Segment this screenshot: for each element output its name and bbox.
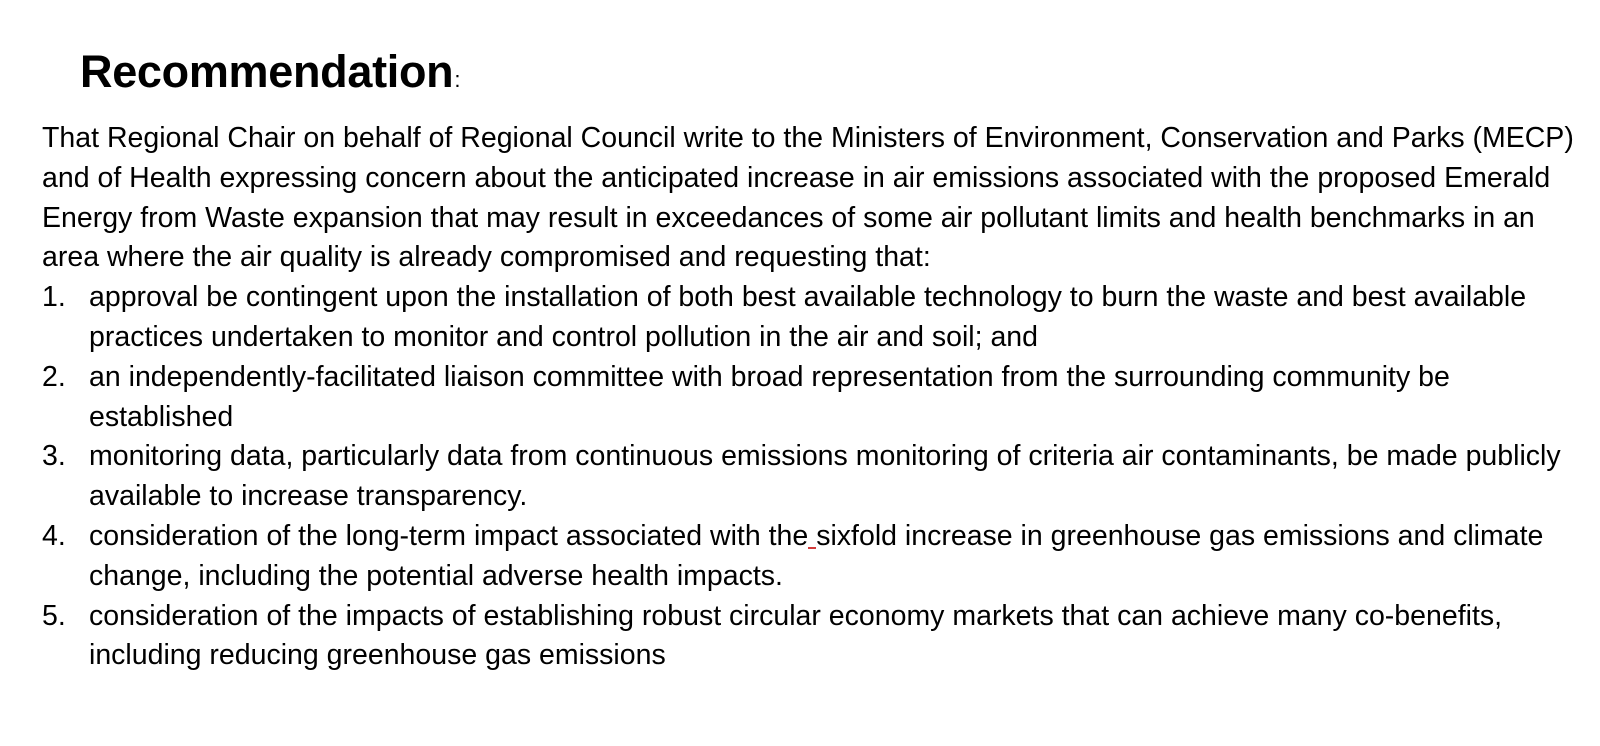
- intro-paragraph: That Regional Chair on behalf of Regional Council write to the Ministers of Environment, Conservation and Parks (MECP) and of Health expressing concern about the anticipated increase in air emissions associated with the proposed Emerald Energy from Waste expansion that may result in exceedances of some air pollutant limits and health benchmarks in an area where the air quality is already compromised and requesting that:: [42, 122, 1574, 274]
- list-item: [42, 597, 1582, 677]
- list-item-text: an independently-facilitated liaison committee with broad representation from the surrounding community be established: [89, 360, 1450, 433]
- list-item-number: 3.: [42, 440, 66, 473]
- recommendation-list: [42, 278, 1582, 676]
- heading-colon: :: [454, 67, 461, 92]
- list-item-text-part: sixfold increase in greenhouse gas emissions and climate change, including the potential adverse health impacts.: [89, 519, 1544, 592]
- list-item-number: 2.: [42, 360, 66, 393]
- list-item-number: 5.: [42, 599, 66, 632]
- list-item-number: 4.: [42, 519, 66, 552]
- list-item-text-part: consideration of the long-term impact associated with the: [89, 519, 809, 552]
- list-item-text: monitoring data, particularly data from continuous emissions monitoring of criteria air contaminants, be made publicly available to increase transparency.: [89, 440, 1561, 513]
- list-item: [42, 278, 1582, 358]
- list-item: [42, 437, 1582, 517]
- list-item-text: consideration of the impacts of establishing robust circular economy markets that can achieve many co-benefits, including reducing greenhouse gas emissions: [89, 599, 1503, 672]
- list-item: [42, 358, 1582, 438]
- list-item-text: approval be contingent upon the installation of both best available technology to burn the waste and best available practices undertaken to monitor and control pollution in the air and soil; and: [89, 281, 1527, 353]
- heading-text: Recommendation: [80, 46, 454, 97]
- page-title: [80, 46, 460, 98]
- list-item: [42, 517, 1582, 597]
- recommendation-body: [42, 119, 1582, 676]
- list-item-text: [89, 517, 1582, 597]
- list-item-number: 1.: [42, 281, 66, 314]
